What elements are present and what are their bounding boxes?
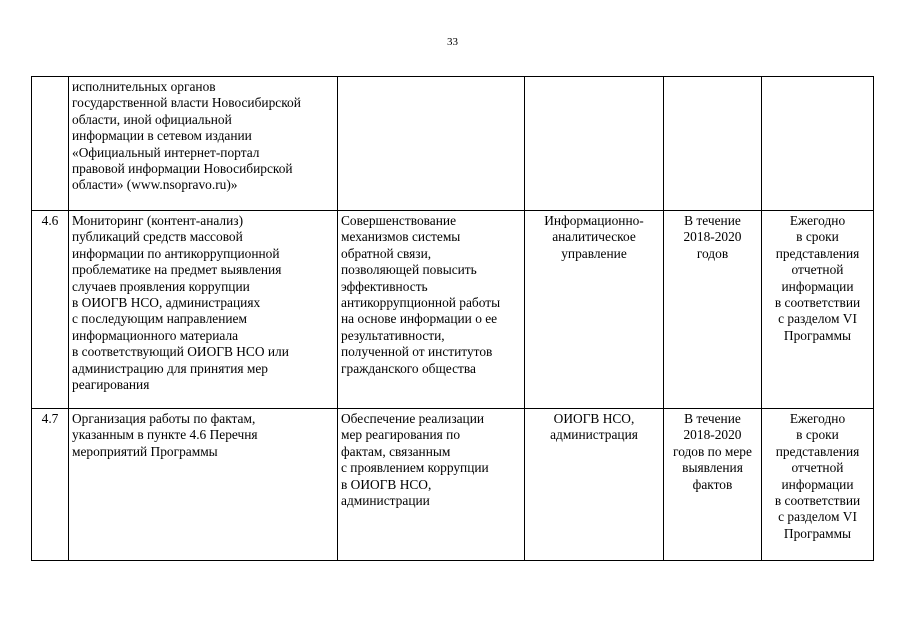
- reporting-cell: [762, 211, 874, 409]
- text-line: представления: [775, 245, 860, 261]
- text-line: отчетной: [791, 460, 844, 476]
- text-line: в соответствующий ОИОГВ НСО или: [72, 344, 289, 360]
- term-cell: [664, 77, 762, 211]
- text-line: публикаций средств массовой: [72, 229, 243, 245]
- text-line: результативности,: [341, 327, 445, 343]
- text-line: ОИОГВ НСО,: [553, 411, 635, 426]
- text-line: информации: [781, 278, 854, 294]
- page-number: 33: [447, 36, 458, 48]
- text-line: в сроки: [796, 229, 839, 245]
- text-line: области, иной официальной: [72, 111, 232, 127]
- reporting-cell: [762, 409, 874, 561]
- text-line: исполнительных органов: [72, 79, 216, 94]
- text-line: годов по мере: [673, 443, 752, 459]
- text-line: фактам, связанным: [341, 443, 451, 459]
- text-line: информации по антикоррупционной: [72, 245, 280, 261]
- term-cell: [664, 409, 762, 561]
- text-line: позволяющей повысить: [341, 262, 477, 278]
- text-line: В течение: [684, 411, 741, 426]
- text-line: отчетной: [791, 262, 844, 278]
- text-line: представления: [775, 443, 860, 459]
- text-line: Ежегодно: [789, 411, 846, 426]
- text-line: проблематике на предмет выявления: [72, 262, 282, 278]
- text-line: В течение: [684, 213, 741, 228]
- row-number-cell: [32, 77, 69, 211]
- text-line: правовой информации Новосибирской: [72, 161, 293, 177]
- result-cell: [338, 409, 525, 561]
- text-line: управление: [561, 245, 627, 261]
- text-line: выявления: [682, 460, 743, 476]
- text-line: области» (www.nsopravo.ru)»: [72, 177, 238, 193]
- text-line: полученной от институтов: [341, 344, 493, 360]
- text-line: указанным в пункте 4.6 Перечня: [72, 427, 258, 443]
- text-line: 2018-2020: [683, 427, 742, 443]
- text-line: в ОИОГВ НСО, администрациях: [72, 295, 261, 311]
- text-line: механизмов системы: [341, 229, 461, 245]
- text-line: с разделом VI: [778, 509, 857, 525]
- text-line: аналитическое: [552, 229, 636, 245]
- text-line: администрации: [341, 493, 430, 509]
- text-line: годов: [696, 245, 729, 261]
- executor-cell: [525, 77, 664, 211]
- text-line: на основе информации о ее: [341, 311, 498, 327]
- text-line: мер реагирования по: [341, 427, 461, 443]
- text-line: Совершенствование: [341, 213, 457, 228]
- text-line: Программы: [783, 327, 852, 343]
- text-line: антикоррупционной работы: [341, 295, 501, 311]
- text-line: информации в сетевом издании: [72, 128, 252, 144]
- text-line: эффективность: [341, 278, 428, 294]
- text-line: Ежегодно: [789, 213, 846, 228]
- row-number-cell: 4.6: [32, 211, 69, 409]
- text-line: гражданского общества: [341, 360, 476, 376]
- text-line: Информационно-: [544, 213, 644, 228]
- activity-cell: [69, 77, 338, 211]
- text-line: в соответствии: [774, 295, 861, 311]
- term-cell: [664, 211, 762, 409]
- text-line: с разделом VI: [778, 311, 857, 327]
- reporting-cell: [762, 77, 874, 211]
- table-row: [32, 211, 874, 409]
- text-line: реагирования: [72, 377, 150, 393]
- text-line: в ОИОГВ НСО,: [341, 476, 432, 492]
- text-line: администрация: [550, 427, 638, 443]
- executor-cell: [525, 409, 664, 561]
- text-line: государственной власти Новосибирской: [72, 95, 301, 111]
- table-row: [32, 77, 874, 211]
- text-line: «Официальный интернет-портал: [72, 144, 260, 160]
- text-line: Программы: [783, 525, 852, 541]
- activity-cell: [69, 211, 338, 409]
- result-cell: [338, 77, 525, 211]
- text-line: информационного материала: [72, 327, 239, 343]
- text-line: Мониторинг (контент-анализ): [72, 213, 244, 228]
- text-line: случаев проявления коррупции: [72, 278, 250, 294]
- text-line: фактов: [692, 476, 733, 492]
- measures-table: [31, 76, 874, 561]
- text-line: обратной связи,: [341, 245, 432, 261]
- text-line: с проявлением коррупции: [341, 460, 489, 476]
- text-line: в сроки: [796, 427, 839, 443]
- result-cell: [338, 211, 525, 409]
- row-number-cell: 4.7: [32, 409, 69, 561]
- executor-cell: [525, 211, 664, 409]
- text-line: Организация работы по фактам,: [72, 411, 256, 426]
- text-line: 2018-2020: [683, 229, 742, 245]
- text-line: в соответствии: [774, 493, 861, 509]
- activity-cell: [69, 409, 338, 561]
- text-line: мероприятий Программы: [72, 443, 218, 459]
- table-row: [32, 409, 874, 561]
- text-line: с последующим направлением: [72, 311, 247, 327]
- text-line: Обеспечение реализации: [341, 411, 485, 426]
- text-line: информации: [781, 476, 854, 492]
- text-line: администрацию для принятия мер: [72, 360, 269, 376]
